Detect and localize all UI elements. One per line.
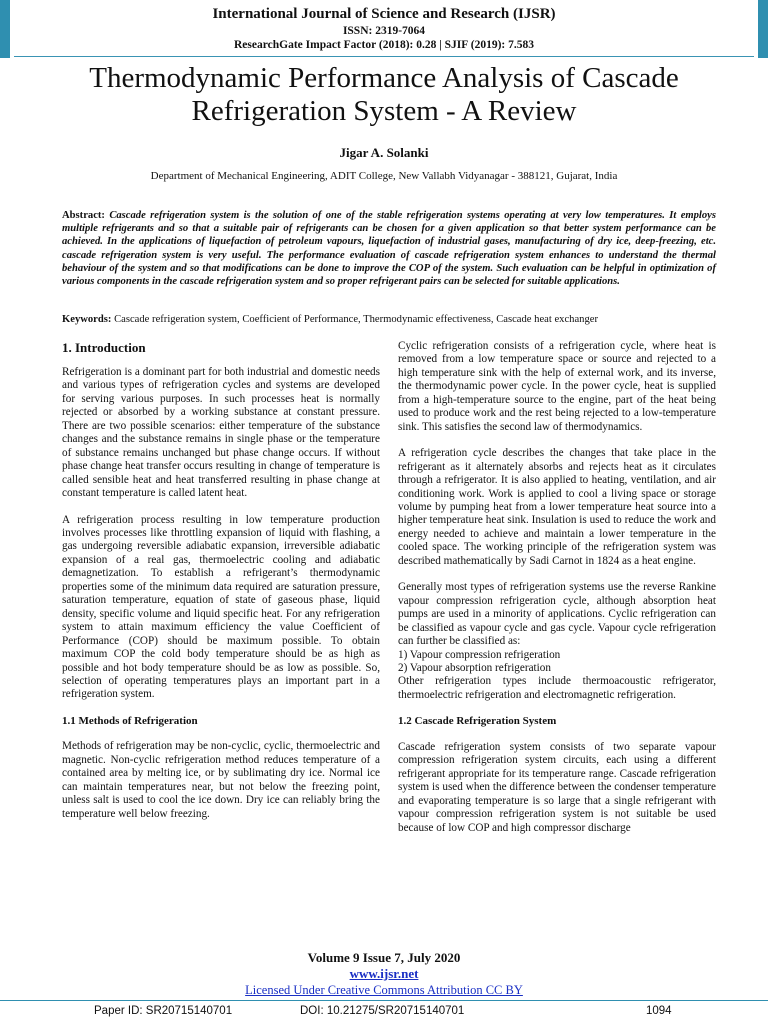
journal-link[interactable]: www.ijsr.net (349, 966, 419, 981)
paper-title: Thermodynamic Performance Analysis of Cascade Refrigeration System - A Review (89, 62, 679, 127)
section-heading-introduction: 1. Introduction (62, 340, 146, 355)
right-column (398, 340, 716, 848)
footer-bar (0, 1000, 768, 1025)
list-item: 2) Vapour absorption refrigeration (398, 661, 551, 674)
keywords-label: Keywords: (62, 314, 112, 325)
left-column (62, 340, 380, 834)
doi: DOI: 10.21275/SR20715140701 (300, 1005, 465, 1017)
paragraph: Cascade refrigeration system consists of two separate vapour compression refrigeration system circuits, each using a different refrigerant appropriate for its temperature range. Cascade refrigeration system is used when the difference between the condenser temperature and evaporating temperature is so large that a single refrigerant with vapour compression refrigeration system is not suitable be used because of low COP and high compressor discharge (398, 740, 716, 834)
paragraph: Generally most types of refrigeration systems use the reverse Rankine vapour compression refrigeration cycle, although absorption heat pumps are used in a minority of applications. Cyclic refrigeration can be classified as vapour cycle and gas cycle. Vapour cycle refrigeration can further be classified as: (398, 581, 716, 648)
license-link[interactable]: Licensed Under Creative Commons Attribution CC BY (245, 983, 523, 997)
paragraph: A refrigeration cycle describes the changes that take place in the refrigerant as it alternately absorbs and rejects heat as it circulates through a refrigerator. It is also applied to heating, ventilation, and air conditioning work. Work is applied to cool a living space or storage volume by pumping heat from a lower temperature heat source into a higher temperature heat sink. Insulation is used to reduce the work and energy needed to achieve and maintain a lower temperature in the cooled space. The working principle of the refrigeration system was described mathematically by Sadi Carnot in 1824 as a heat engine. (398, 447, 716, 567)
abstract-label: Abstract: (62, 210, 105, 221)
paragraph: Other refrigeration types include thermoacoustic refrigerator, thermoelectric refrigeration and electromagnetic refrigeration. (398, 675, 716, 701)
keywords-text: Cascade refrigeration system, Coefficient of Performance, Thermodynamic effectiveness, Cascade heat exchanger (114, 314, 598, 325)
list-item: 1) Vapour compression refrigeration (398, 648, 561, 661)
keywords (62, 313, 716, 326)
paragraph: Refrigeration is a dominant part for both industrial and domestic needs and various types of refrigeration cycles and systems are developed for serving various purposes. In such processes heat is normally rejected or absorbed by a working substance at constant pressure. There are two possible scenarios: either temperature of the substance changes and the substance remains in single phase or the temperature of substance remains unchanged but phase change occurs. If without phase change heat transfer occurs resulting in change of temperature is called sensible heat and heat transferred resulting in phase change at constant temperature is called latent heat. (62, 366, 380, 500)
impact-factor: ResearchGate Impact Factor (2018): 0.28 | SJIF (2019): 7.583 (234, 39, 534, 51)
issn: ISSN: 2319-7064 (342, 25, 426, 37)
journal-name: International Journal of Science and Research (IJSR) (212, 6, 556, 22)
author-name: Jigar A. Solanki (339, 145, 429, 160)
abstract (62, 209, 716, 288)
subsection-heading-methods: 1.1 Methods of Refrigeration (62, 714, 198, 727)
header-divider (14, 56, 754, 57)
paragraph: Cyclic refrigeration consists of a refrigeration cycle, where heat is removed from a low temperature space or source and rejected to a high temperature sink with the help of external work, and its inverse, the thermodynamic power cycle. In the power cycle, heat is supplied from a high-temperature source to the engine, part of the heat being used to produce work and the rest being rejected to a low-temperature sink. This satisfies the second law of thermodynamics. (398, 340, 716, 433)
page-number: 1094 (646, 1005, 672, 1017)
abstract-text: Cascade refrigeration system is the solution of one of the stable refrigeration systems operating at very low temperatures. It employs multiple refrigerants and so that a suitable pair of refrigerants can be chosen for a given application so that better system performance can be achieved. In the applications of liquefaction of petroleum vapours, liquefaction of industrial gases, manufacturing of dry ice, deep-freezing, etc. cascade refrigeration system is very useful. The performance evaluation of cascade refrigeration system enhances to understand the thermal behaviour of the system and so that modifications can be done to improve the COP of the system. Such evaluation can be helpful in optimization of various components in the cascade refrigeration system and so proper refrigerant pairs can be selected for suitable applications. (62, 210, 716, 288)
volume-issue: Volume 9 Issue 7, July 2020 (307, 950, 461, 965)
subsection-heading-cascade: 1.2 Cascade Refrigeration System (398, 715, 557, 728)
author-affiliation: Department of Mechanical Engineering, ADIT College, New Vallabh Vidyanagar - 388121, Gujarat, India (150, 170, 618, 182)
paragraph: A refrigeration process resulting in low temperature production involves processes like throttling expansion of liquid with flashing, a gas undergoing reversible adiabatic expansion, irreversible adiabatic expansion of a real gas, thermoelectric cooling and adiabatic demagnetization. To establish a refrigerant’s thermodynamic properties some of the minimum data required are saturation pressure, saturation temperature, equation of state of gaseous phase, liquid density, specific volume and liquid specific heat. For any refrigeration system to attain maximum efficiency the value Coefficient of Performance (COP) should be maximum possible. To obtain maximum COP the cold body temperature should be as high as possible and hot body temperature should be as low as possible. So, selection of operating temperatures plays an important part in a refrigeration system. (62, 513, 380, 701)
paper-id: Paper ID: SR20715140701 (94, 1005, 233, 1017)
paragraph: Methods of refrigeration may be non-cyclic, cyclic, thermoelectric and magnetic. Non-cyclic refrigeration method reduces temperature of a contained area by melting ice, or by sublimating dry ice. Normal ice can maintain temperatures near, but not below the freezing point, unless salt is used to cool the ice down. Dry ice can reliably bring the temperature well below freezing. (62, 740, 380, 820)
